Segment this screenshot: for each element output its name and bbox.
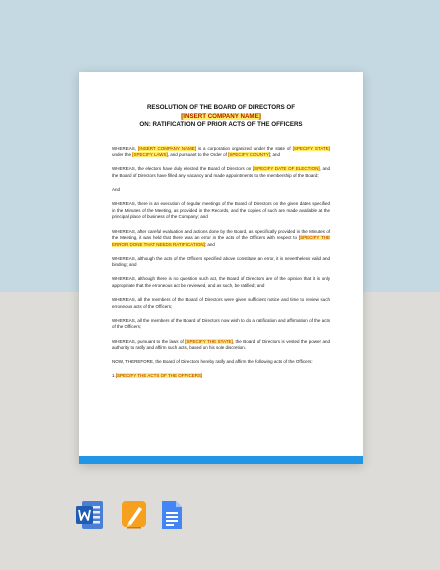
text-run: is a corporation organized under the state of — [195, 145, 293, 151]
google-docs-icon[interactable] — [160, 497, 184, 538]
placeholder-election-date: [SPECIFY DATE OF ELECTION] — [252, 166, 320, 172]
document-title — [112, 104, 330, 130]
placeholder-company-name: [INSERT COMPANY NAME] — [137, 145, 196, 151]
placeholder-acts: [SPECIFY THE ACTS OF THE OFFICERS] — [115, 373, 203, 379]
list-number: 1. — [112, 373, 116, 379]
text-run: WHEREAS, pursuant to the laws of — [112, 338, 186, 344]
paragraph-12 — [112, 373, 330, 380]
paragraph-3: And — [112, 187, 121, 193]
paragraph-1 — [112, 146, 330, 159]
format-icons — [76, 497, 196, 533]
paragraph-7: WHEREAS, although there is no question such act, the Board of Directors are of the opinion that it is only appropriate that the erroneous act be reviewed, and as such, be ratified; and — [112, 276, 330, 288]
placeholder-the-state: [SPECIFY THE STATE] — [185, 338, 233, 344]
paragraph-10 — [112, 339, 330, 352]
paragraph-4: WHEREAS, there is an execution of regular meetings of the Board of Directors on the given dates specified in the Minutes of the Meeting, as provided in the Records, and the copies of such are made available at the principal place of business of the Company; and — [112, 201, 330, 220]
company-name-placeholder: [INSERT COMPANY NAME] — [181, 112, 261, 120]
text-run: , and the Board of Directors have filled any vacancy and made appointments to the membership of the Board; — [112, 166, 330, 179]
document-page — [79, 72, 363, 464]
document-accent-bar — [79, 456, 363, 464]
paragraph-11: NOW, THEREFORE, the Board of Directors hereby ratify and affirm the following acts of the Officers: — [112, 359, 313, 365]
word-icon[interactable] — [76, 497, 104, 538]
text-run: ; and — [204, 241, 215, 247]
title-line-3: ON: RATIFICATION OF PRIOR ACTS OF THE OFFICERS — [139, 121, 303, 129]
text-run: under the — [112, 152, 133, 158]
text-run: WHEREAS, — [112, 145, 138, 151]
document-body — [112, 104, 330, 387]
paragraph-6: WHEREAS, although the acts of the Officers specified above constitute an error, it is nevertheless valid and binding; and — [112, 255, 330, 268]
paragraph-8: WHEREAS, all the members of the Board of Directors were given sufficient notice and time to review such erroneous acts of the Officers; — [112, 297, 330, 309]
paragraph-2 — [112, 166, 330, 179]
title-line-1: RESOLUTION OF THE BOARD OF DIRECTORS OF — [146, 104, 296, 111]
pages-icon[interactable] — [118, 497, 148, 538]
placeholder-county: [SPECIFY COUNTY] — [228, 152, 271, 158]
paragraph-5 — [112, 229, 330, 249]
text-run: WHEREAS, the electors have duly elected the Board of Directors on — [112, 166, 253, 172]
text-run: ; and — [270, 152, 281, 158]
text-run: , the Board of Directors is vested the power and authority to ratify and affirm such acts, based on his sole discretion. — [112, 338, 331, 351]
placeholder-laws: [SPECIFY LAWS] — [132, 152, 168, 158]
title-line-2 — [112, 113, 330, 122]
text-run: , and pursuant to the Order of — [167, 152, 229, 158]
placeholder-error: [SPECIFY THE ERROR DONE THAT NEEDS RATIFICATION] — [112, 235, 330, 247]
placeholder-state: [SPECIFY STATE] — [292, 145, 330, 151]
paragraph-9: WHEREAS, all the members of the Board of Directors now wish to do a ratification and affirmation of the acts of the Officers; — [112, 317, 330, 330]
text-run: WHEREAS, after careful evaluation and actions done by the Board, as specifically provided in the Minutes of the Meeting, it was held that there was an error in the acts of the Officers with respect to — [112, 228, 330, 241]
